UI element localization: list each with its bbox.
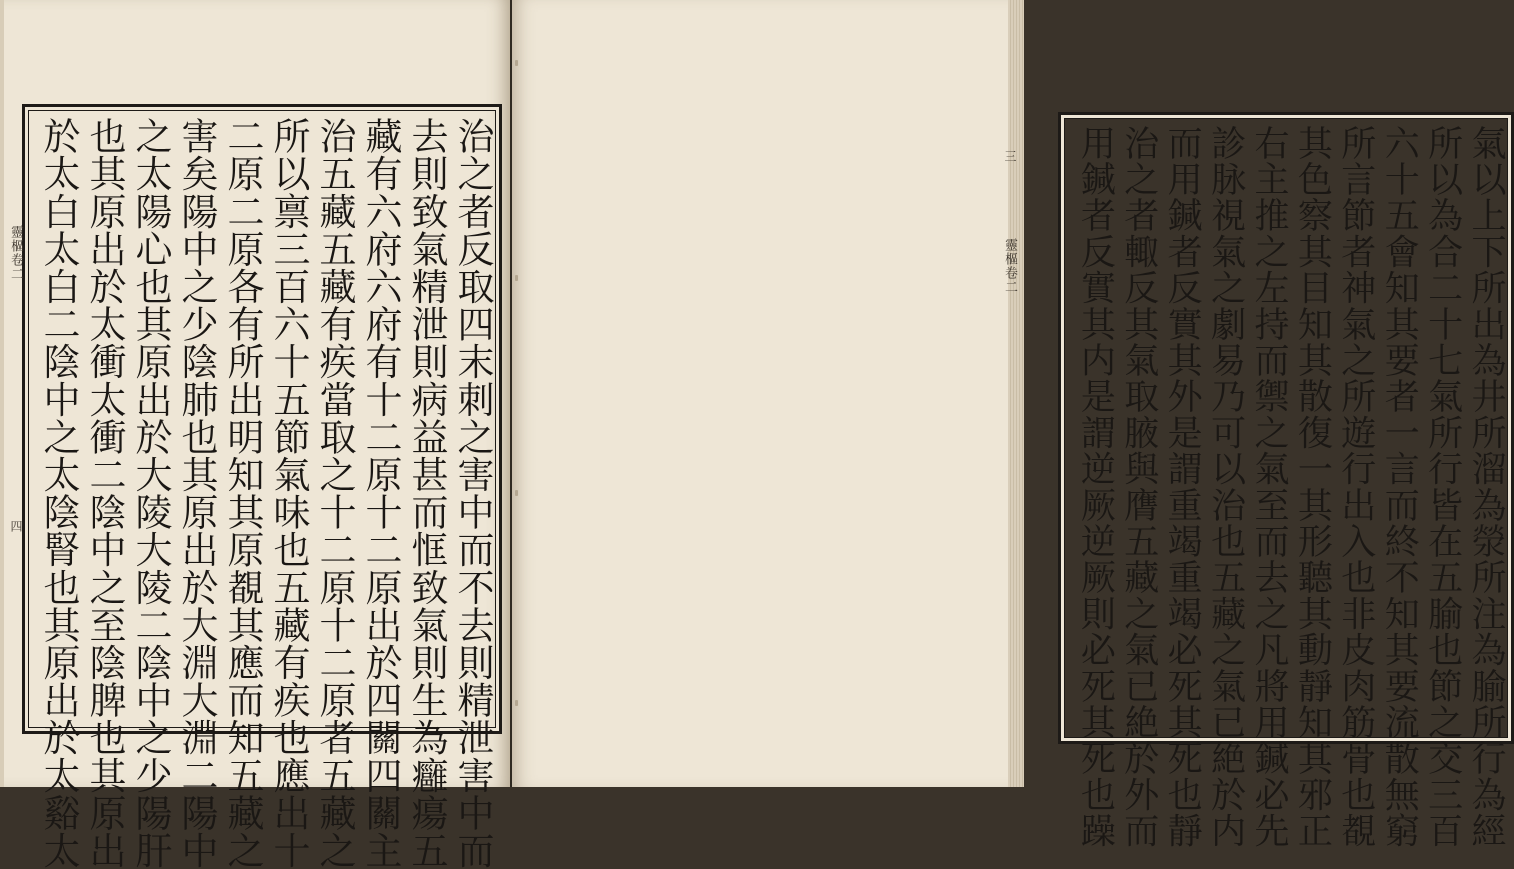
left-margin-label: 靈樞卷二: [8, 225, 23, 281]
right-page: [512, 0, 1506, 849]
right-page-edge: [1008, 0, 1024, 787]
text-column: 也其原出於太衝太衝二陰中之至陰脾也其原出: [83, 117, 126, 869]
text-column: 害矣陽中之少陰肺也其原出於大淵大淵二陽中: [175, 117, 218, 869]
text-column: 於太白太白二陰中之太陰腎也其原出於太谿太: [37, 117, 80, 869]
text-column: 治五藏五藏有疾當取之十二原十二原者五藏之: [313, 117, 356, 869]
text-column: 而用鍼者反實其外是謂重竭重竭必死其死也靜: [1162, 125, 1203, 849]
left-text-frame: [22, 104, 502, 869]
text-column: 診脉視氣之劇易乃可以治也五藏之氣已絶於内: [1205, 125, 1246, 849]
left-page: [4, 0, 510, 869]
left-text-columns: [33, 117, 494, 869]
binding-stitch: [515, 60, 518, 66]
text-column: 治之者反取四末刺之害中而不去則精泄害中而: [451, 117, 494, 869]
right-text-columns: [1069, 125, 1506, 849]
text-column: 所以禀三百六十五節氣味也五藏有疾也應出十: [267, 117, 310, 869]
text-column: 治之者輙反其氣取腋與膺五藏之氣已絶於外而: [1118, 125, 1159, 849]
text-column: 藏有六府六府有十二原十二原出於四關四關主: [359, 117, 402, 869]
text-column: 所以為合二十七氣所行皆在五腧也節之交三百: [1422, 125, 1463, 849]
text-column: 二原二原各有所出明知其原覩其應而知五藏之: [221, 117, 264, 869]
text-column: 氣以上下所出為井所溜為滎所注為腧所行為經: [1466, 125, 1506, 849]
text-column: 所言節者神氣之所遊行出入也非皮肉筋骨也覩: [1335, 125, 1376, 849]
right-folio: 三: [1003, 150, 1017, 162]
binding-stitch: [515, 700, 518, 706]
text-column: 用鍼者反實其内是謂逆厥逆厥則必死其死也躁: [1075, 125, 1116, 849]
left-folio: 四: [9, 520, 23, 532]
text-column: 六十五會知其要者一言而終不知其要流散無窮: [1379, 125, 1420, 849]
right-text-frame: [1058, 112, 1514, 849]
right-margin-label: 靈樞卷二: [1002, 238, 1017, 294]
binding-stitch: [515, 490, 518, 496]
text-column: 去則致氣精泄則病益甚而恇致氣則生為癰瘍五: [405, 117, 448, 869]
text-column: 之太陽心也其原出於大陵大陵二陰中之少陽肝: [129, 117, 172, 869]
text-column: 其色察其目知其散復一其形聽其動靜知其邪正: [1292, 125, 1333, 849]
binding-stitch: [515, 275, 518, 281]
text-column: 右主推之左持而禦之氣至而去之凡將用鍼必先: [1248, 125, 1289, 849]
